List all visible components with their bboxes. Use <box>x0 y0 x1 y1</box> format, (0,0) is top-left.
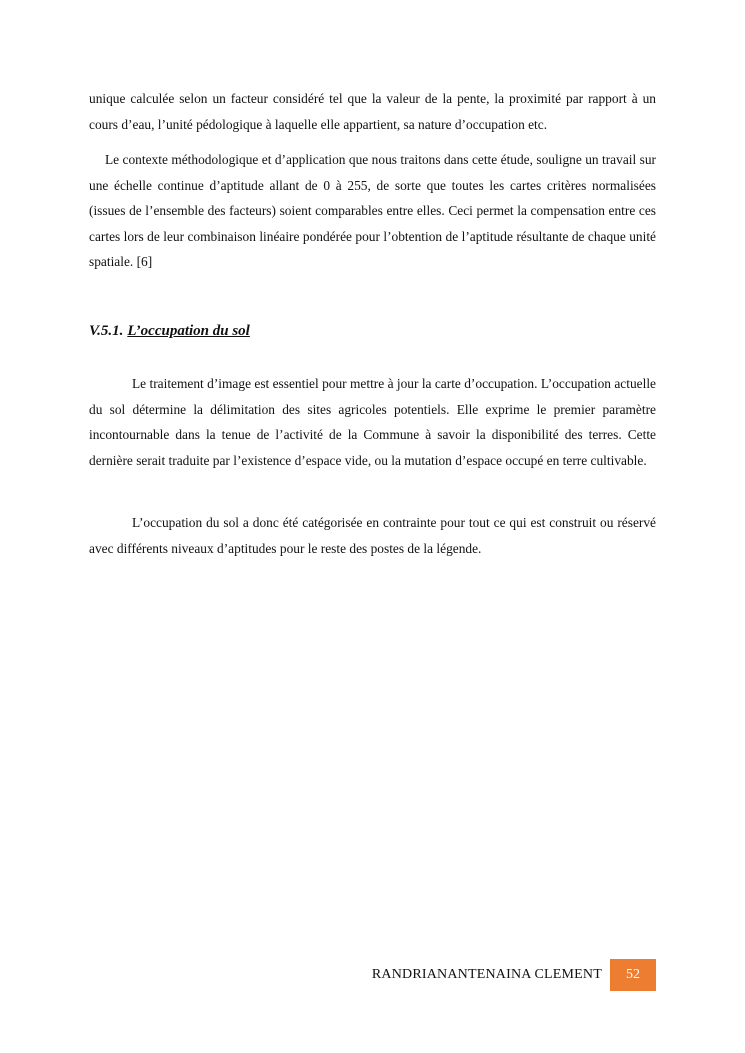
section-heading <box>89 323 250 340</box>
footer-author: RANDRIANANTENAINA CLEMENT <box>371 967 602 982</box>
section-title: L’occupation du sol <box>127 323 250 339</box>
paragraph-methodology: Le contexte méthodologique et d’application que nous traitons dans cette étude, souligne un travail sur une échelle continue d’aptitude allant de 0 à 255, de sorte que toutes les cartes critères normalisées (issues de l’ensemble des facteurs) soient comparables entre elles. Ceci permet la compensation entre ces cartes lors de leur combinaison linéaire pondérée pour l’obtention de l’aptitude résultante de chaque unité spatiale. [6] <box>89 152 656 270</box>
paragraph-continuation: unique calculée selon un facteur considéré tel que la valeur de la pente, la proximité par rapport à un cours d’eau, l’unité pédologique à laquelle elle appartient, sa nature d’occupation etc. <box>89 91 656 132</box>
section-number: V.5.1. <box>89 323 124 339</box>
page-footer <box>372 959 656 991</box>
paragraph-land-use-constraint: L’occupation du sol a donc été catégorisée en contrainte pour tout ce qui est construit ou réservé avec différents niveaux d’aptitudes pour le reste des postes de la légende. <box>89 515 656 556</box>
paragraph-image-processing: Le traitement d’image est essentiel pour mettre à jour la carte d’occupation. L’occupation actuelle du sol détermine la délimitation des sites agricoles potentiels. Elle exprime le premier paramètre incontournable dans la tenue de l’activité de la Commune à savoir la disponibilité des terres. Cette dernière serait traduite par l’existence d’espace vide, ou la mutation d’espace occupé en terre cultivable. <box>89 376 656 468</box>
page-number-badge: 52 <box>610 959 656 991</box>
